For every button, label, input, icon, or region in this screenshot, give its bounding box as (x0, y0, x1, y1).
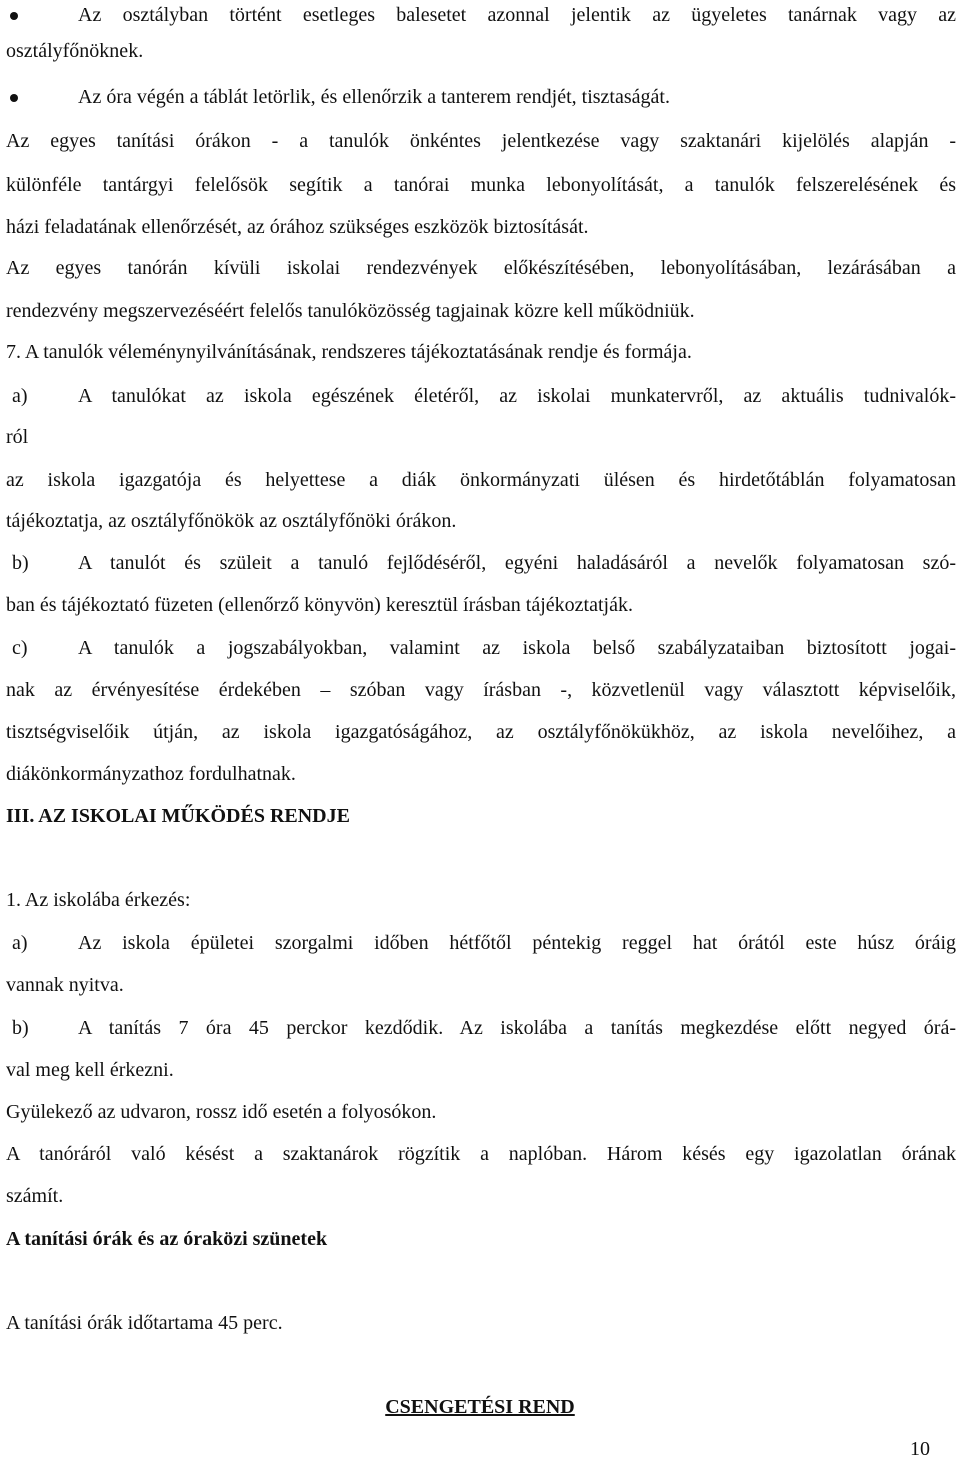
paragraph-2-line-2: rendezvény megszervezéséért felelős tanulóközösség tagjainak közre kell működniük. (6, 300, 695, 322)
item-7c-line-3: tisztségviselőik útján, az iskola igazgatóságához, az osztályfőnökükhöz, az iskola nevelőihez, a (6, 721, 956, 743)
item-7c-line-4: diákönkormányzathoz fordulhatnak. (6, 763, 296, 785)
bullet-1-line-2: osztályfőnöknek. (6, 40, 144, 62)
heading-csengetesi-rend: CSENGETÉSI REND (385, 1396, 575, 1418)
bullet-dot-icon (10, 12, 18, 20)
item-1b-line-1: A tanítás 7 óra 45 perckor kezdődik. Az iskolába a tanítás megkezdése előtt negyed órá- (78, 1017, 956, 1039)
paragraph-keses-line-1: A tanóráról való késést a szaktanárok rögzítik a naplóban. Három késés egy igazolatlan órának (6, 1143, 956, 1165)
heading-tanitasi-orak: A tanítási órák és az óraközi szünetek (6, 1228, 328, 1250)
subsection-1-heading: 1. Az iskolába érkezés: (6, 889, 191, 911)
section-III-heading: III. AZ ISKOLAI MŰKÖDÉS RENDJE (6, 805, 350, 827)
page-number: 10 (910, 1438, 930, 1460)
item-7c-line-1: A tanulók a jogszabályokban, valamint az iskola belső szabályzataiban biztosított jogai- (78, 637, 956, 659)
item-1a-label: a) (12, 932, 28, 954)
item-7a-line-2: ról (6, 426, 29, 448)
paragraph-gyulekezo: Gyülekező az udvaron, rossz idő esetén a folyosókon. (6, 1101, 437, 1123)
bullet-2-line-1: Az óra végén a táblát letörlik, és ellenőrzik a tanterem rendjét, tisztaságát. (78, 86, 670, 108)
section-7-heading: 7. A tanulók véleménynyilvánításának, rendszeres tájékoztatásának rendje és formája. (6, 341, 692, 363)
paragraph-keses-line-2: számít. (6, 1185, 64, 1207)
item-1a-line-1: Az iskola épületei szorgalmi időben hétfőtől péntekig reggel hat órától este húsz óráig (78, 932, 956, 954)
item-7a-label: a) (12, 385, 28, 407)
item-1b-line-2: val meg kell érkezni. (6, 1059, 174, 1081)
item-7b-line-2: ban és tájékoztató füzeten (ellenőrző könyvön) keresztül írásban tájékoztatják. (6, 594, 633, 616)
paragraph-2-line-1: Az egyes tanórán kívüli iskolai rendezvények előkészítésében, lebonyolításában, lezárásában a (6, 257, 956, 279)
paragraph-1-line-3: házi feladatának ellenőrzését, az órához szükséges eszközök biztosítását. (6, 216, 589, 238)
item-7a-line-3: az iskola igazgatója és helyettese a diák önkormányzati ülésen és hirdetőtáblán folyamatosan (6, 469, 956, 491)
item-7b-line-1: A tanulót és szüleit a tanuló fejlődéséről, egyéni haladásáról a nevelők folyamatosan szó- (78, 552, 956, 574)
paragraph-oratartam: A tanítási órák időtartama 45 perc. (6, 1312, 283, 1334)
bullet-1-line-1: Az osztályban történt esetleges balesetet azonnal jelentik az ügyeletes tanárnak vagy az (78, 4, 956, 26)
item-7a-line-1: A tanulókat az iskola egészének életéről, az iskolai munkatervről, az aktuális tudnivalók- (78, 385, 956, 407)
item-7b-label: b) (12, 552, 29, 574)
item-7c-line-2: nak az érvényesítése érdekében – szóban vagy írásban -, közvetlenül vagy választott képviselőik, (6, 679, 956, 701)
paragraph-1-line-2: különféle tantárgyi felelősök segítik a tanórai munka lebonyolítását, a tanulók felszerelésének és (6, 174, 956, 196)
bullet-dot-icon (10, 94, 18, 102)
item-1a-line-2: vannak nyitva. (6, 974, 124, 996)
paragraph-1-line-1: Az egyes tanítási órákon - a tanulók önkéntes jelentkezése vagy szaktanári kijelölés alapján - (6, 130, 956, 152)
item-7a-line-4: tájékoztatja, az osztályfőnökök az osztályfőnöki órákon. (6, 510, 457, 532)
item-1b-label: b) (12, 1017, 29, 1039)
item-7c-label: c) (12, 637, 28, 659)
